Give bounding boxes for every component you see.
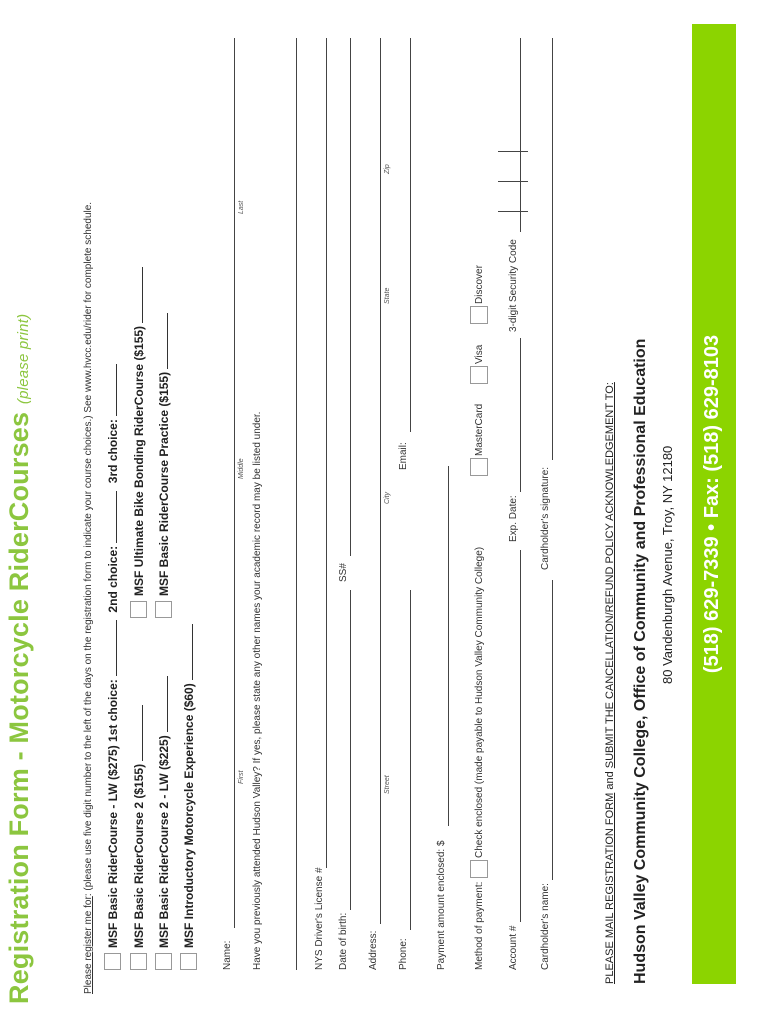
contact-bar — [692, 24, 736, 984]
payment-amount-label: Payment amount enclosed: $ — [436, 840, 447, 970]
payment-amount-line[interactable] — [448, 466, 449, 826]
cardholder-name-label: Cardholder's name: — [540, 883, 551, 970]
previous-attendance-label: Have you previously attended Hudson Valley? If yes, please state any other names your academic record may be listed under. — [252, 411, 263, 970]
intro-rest: : (please use five digit number to the left of the days on the registration form to indicate your course choices.) See www.hvcc.edu/rider for complete schedule. — [83, 201, 94, 897]
form-title-main: Registration Form - Motorcycle RiderCourses — [4, 411, 34, 1004]
mail-instructions-b: SUBMIT THE CANCELLATION/REFUND POLICY ACKNOWLEDGEMENT TO: — [604, 382, 616, 769]
previous-names-line[interactable] — [296, 38, 297, 970]
payment-method-label: Method of payment: — [474, 881, 485, 970]
course-4-label: MSF Introductory Motorcycle Experience ($60) — [182, 683, 196, 948]
security-code-divider — [498, 211, 528, 212]
course-6 — [156, 313, 171, 596]
phone-label: Phone: — [398, 938, 409, 970]
course-3-checkbox[interactable] — [155, 953, 172, 970]
name-line[interactable] — [234, 38, 235, 928]
address-state-label: State — [384, 287, 391, 304]
address-street-label: Street — [384, 775, 391, 794]
exp-date-label: Exp. Date: — [508, 495, 519, 542]
cardholder-name-line[interactable] — [552, 580, 553, 880]
visa-label: Visa — [474, 344, 485, 364]
address-label: Address: — [368, 930, 379, 970]
security-code-divider — [498, 151, 528, 152]
phone-line[interactable] — [410, 590, 411, 930]
course-4-field[interactable] — [181, 624, 193, 680]
organization-address: 80 Vandenburgh Avenue, Troy, NY 12180 — [660, 445, 675, 684]
course-5 — [131, 267, 146, 596]
name-first-label: First — [238, 770, 245, 784]
dob-label: Date of birth: — [338, 912, 349, 970]
account-line[interactable] — [520, 550, 521, 922]
dob-line[interactable] — [350, 590, 351, 910]
course-3 — [156, 676, 171, 948]
mastercard-label: MasterCard — [474, 403, 485, 456]
course-1-checkbox[interactable] — [104, 953, 121, 970]
course-2-field[interactable] — [131, 705, 143, 761]
course-1-label: MSF Basic RiderCourse - LW ($275) 1st choice: — [106, 679, 120, 948]
ssn-line[interactable] — [350, 38, 351, 556]
license-label: NYS Driver's License # — [314, 867, 325, 970]
course-3-field[interactable] — [156, 676, 168, 732]
security-code-label: 3-digit Security Code — [508, 239, 519, 332]
intro-text — [83, 202, 94, 994]
address-zip-label: Zip — [384, 164, 391, 174]
choice-2-field[interactable] — [105, 491, 117, 543]
mail-instructions-and: and — [604, 768, 616, 793]
address-city-label: City — [384, 491, 391, 504]
exp-date-line[interactable] — [520, 338, 521, 492]
email-line[interactable] — [410, 38, 411, 432]
course-4 — [181, 624, 196, 948]
choice-2-label: 2nd choice: — [106, 545, 120, 613]
course-1 — [105, 364, 120, 948]
choice-1-field[interactable] — [105, 620, 117, 676]
discover-checkbox[interactable] — [470, 306, 488, 324]
discover-label: Discover — [474, 265, 485, 304]
check-checkbox[interactable] — [470, 860, 488, 878]
mail-instructions — [604, 382, 616, 984]
organization-name: Hudson Valley Community College, Office of Community and Professional Education — [632, 338, 649, 984]
visa-checkbox[interactable] — [470, 366, 488, 384]
course-2-label: MSF Basic RiderCourse 2 ($155) — [132, 763, 146, 948]
choice-3-field[interactable] — [105, 364, 117, 416]
account-label: Account # — [508, 925, 519, 970]
course-5-label: MSF Ultimate Bike Bonding RiderCourse ($155) — [132, 325, 146, 596]
security-code-divider — [498, 181, 528, 182]
course-5-field[interactable] — [131, 267, 143, 323]
mail-instructions-a: PLEASE MAIL REGISTRATION FORM — [604, 792, 616, 984]
ssn-label: SS# — [338, 563, 349, 582]
check-label: Check enclosed (made payable to Hudson Valley Community College) — [474, 546, 485, 858]
course-5-checkbox[interactable] — [130, 601, 147, 618]
course-4-checkbox[interactable] — [180, 953, 197, 970]
course-2-checkbox[interactable] — [130, 953, 147, 970]
security-code-line[interactable] — [520, 38, 521, 232]
address-line[interactable] — [380, 38, 381, 924]
contact-numbers: (518) 629-7339 • Fax: (518) 629-8103 — [701, 334, 723, 674]
name-label: Name: — [222, 940, 233, 970]
course-6-field[interactable] — [156, 313, 168, 369]
license-line[interactable] — [326, 38, 327, 868]
course-3-label: MSF Basic RiderCourse 2 - LW ($225) — [157, 735, 171, 948]
course-6-label: MSF Basic RiderCourse Practice ($155) — [157, 371, 171, 596]
name-middle-label: Middle — [238, 458, 245, 479]
course-2 — [131, 705, 146, 948]
form-title-sub: (please print) — [15, 313, 32, 405]
name-last-label: Last — [238, 200, 245, 214]
signature-label: Cardholder's signature: — [540, 466, 551, 570]
course-6-checkbox[interactable] — [155, 601, 172, 618]
email-label: Email: — [398, 442, 409, 470]
mastercard-checkbox[interactable] — [470, 458, 488, 476]
intro-lead: Please register me for — [83, 896, 94, 994]
signature-line[interactable] — [552, 38, 553, 460]
choice-3-label: 3rd choice: — [106, 419, 120, 484]
form-title — [4, 314, 35, 1004]
